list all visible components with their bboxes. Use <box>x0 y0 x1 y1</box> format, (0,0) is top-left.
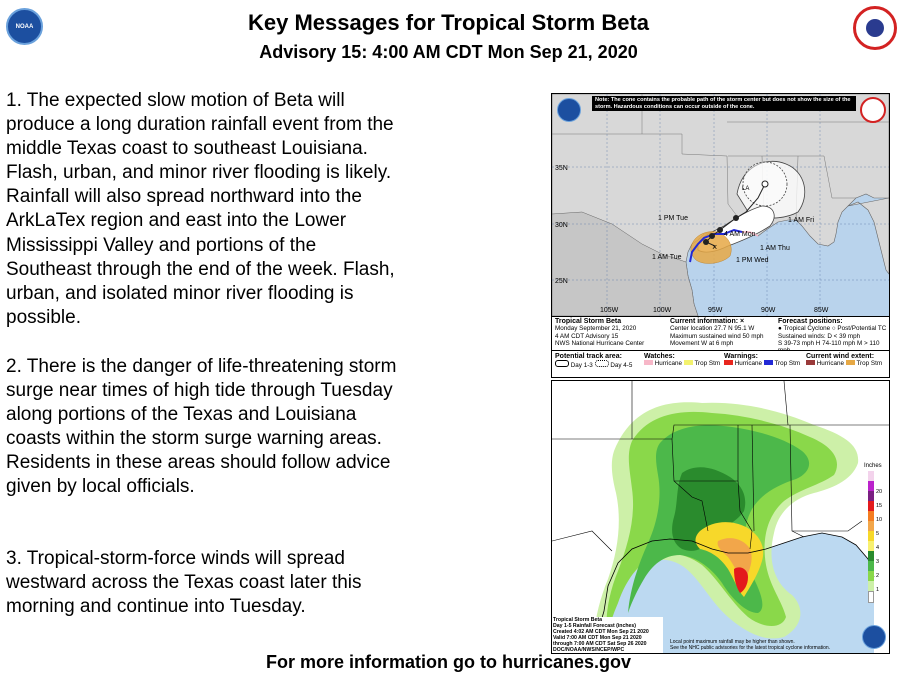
rain-legend <box>864 463 888 602</box>
key-message-1: 1. The expected slow motion of Beta will produce a long duration rainfall event from the middle Texas coast to southeast Louisiana. Flash, urban, and minor river flooding is likely. Rainfall will also spread northward into the ArkLaTex region and east into the Lower Mississippi Valley and portions of the Southeast through the end of the week. Flash, urban, and isolated minor river flooding is possible. <box>6 90 395 328</box>
legend-warnings-title: Warnings: <box>724 353 758 360</box>
legend-watch-hurricane: Hurricane <box>654 360 683 368</box>
track-label-1pm-tue: 1 PM Tue <box>658 215 688 222</box>
info-forecast-title: Forecast positions: <box>778 318 843 325</box>
info-max-wind: Maximum sustained wind 50 mph <box>670 332 764 340</box>
cone-map <box>552 94 889 316</box>
current-position-marker: × <box>712 242 718 252</box>
info-date: Monday September 21, 2020 <box>555 325 637 333</box>
cone-info-box <box>552 316 889 351</box>
rain-legend-title: Inches <box>864 463 882 469</box>
info-storm-name: Tropical Storm Beta <box>555 318 622 325</box>
legend-day45: Day 4-5 <box>610 362 633 370</box>
track-label-1am-tue: 1 AM Tue <box>652 254 682 261</box>
rain-tick-4: 4 <box>876 545 880 551</box>
rain-notes <box>670 639 860 651</box>
legend-wind-ts: Trop Stm <box>856 360 883 368</box>
state-label-la: LA <box>742 186 750 192</box>
info-current-title: Current information: × <box>670 318 745 325</box>
noaa-logo-text: NOAA <box>15 23 34 30</box>
key-message-2: 2. There is the danger of life-threatening storm surge near times of high tide through Tuesday along portions of the Texas and Louisiana coasts within the storm surge warning areas. Residents in these areas should follow advice given by local officials. <box>6 356 397 498</box>
lat-label-25n: 25N <box>555 278 568 285</box>
advisory-subtitle: Advisory 15: 4:00 AM CDT Mon Sep 21, 2020 <box>259 42 638 62</box>
page-title: Key Messages for Tropical Storm Beta <box>247 10 650 35</box>
key-message-3: 3. Tropical-storm-force winds will spread westward across the Texas coast later this morning and continue into Tuesday. <box>6 548 362 618</box>
legend-watches-title: Watches: <box>644 353 675 360</box>
noaa-rain-logo-icon <box>862 625 886 649</box>
rainfall-map-panel <box>551 380 890 654</box>
rain-caption-line1: Tropical Storm Beta <box>553 617 603 623</box>
info-advisory: 4 AM CDT Advisory 15 <box>555 332 619 340</box>
track-label-1am-fri: 1 AM Fri <box>788 217 815 224</box>
lon-label-90w: 90W <box>761 307 776 314</box>
info-sustained-sh: S 39-73 mph H 74-110 mph M > 110 <box>778 339 880 347</box>
legend-day13: Day 1-3 <box>570 362 593 370</box>
rain-caption-line6: DOC/NOAA/NWS/NCEP/WPC <box>553 647 625 653</box>
info-location: Center location 27.7 N 95.1 W <box>670 325 755 333</box>
rain-note-1: Local point maximum rainfall may be higher than shown. <box>670 639 795 645</box>
legend-wind-hurricane: Hurricane <box>816 360 845 368</box>
rain-caption-line5: through 7:00 AM CDT Sat Sep 26 2020 <box>553 641 647 647</box>
legend-warning-ts: Trop Stm <box>774 360 801 368</box>
lon-label-100w: 100W <box>653 307 672 314</box>
info-sustained-label: Sustained winds: <box>778 332 826 340</box>
cone-legend <box>552 350 889 378</box>
rain-tick-2: 2 <box>876 573 880 579</box>
legend-warning-hurricane: Hurricane <box>734 360 763 368</box>
rain-caption-line2: Day 1-5 Rainfall Forecast (inches) <box>553 623 637 629</box>
info-sustained-d: D < 39 mph <box>827 332 861 340</box>
lon-label-105w: 105W <box>600 307 619 314</box>
rain-tick-20: 20 <box>876 489 883 495</box>
lon-label-85w: 85W <box>814 307 829 314</box>
noaa-map-logo-icon <box>557 98 581 122</box>
cone-map-panel <box>551 93 890 378</box>
rain-legend-bar <box>868 471 874 603</box>
rain-tick-1: 1 <box>876 587 880 593</box>
lat-label-35n: 35N <box>555 165 568 172</box>
legend-watch-ts: Trop Stm <box>694 360 721 368</box>
info-forecast-symbols: ● Tropical Cyclone ○ Post/Potential TC <box>778 325 887 333</box>
lat-label-30n: 30N <box>555 222 568 229</box>
rain-caption <box>553 617 663 653</box>
rain-caption-line4: Valid 7:00 AM CDT Mon Sep 21 2020 <box>553 635 642 641</box>
info-center: NWS National Hurricane Center <box>555 339 645 347</box>
legend-wind-title: Current wind extent: <box>806 353 875 360</box>
rainfall-map <box>552 381 889 653</box>
cone-note: Note: The cone contains the probable path of the storm center but does not show the size of the storm. Hazardous conditions can occur outside of the cone. <box>592 96 856 111</box>
track-label-1pm-wed: 1 PM Wed <box>736 257 769 264</box>
rain-tick-10: 10 <box>876 517 883 523</box>
nws-map-logo-icon <box>860 97 886 123</box>
track-label-1am-thu: 1 AM Thu <box>760 245 790 252</box>
info-movement: Movement W at 6 mph <box>670 339 734 347</box>
rain-tick-15: 15 <box>876 503 883 509</box>
rain-tick-3: 3 <box>876 559 880 565</box>
lon-label-95w: 95W <box>708 307 723 314</box>
rain-note-2: See the NHC public advisories for the latest tropical cyclone information. <box>670 645 831 651</box>
rain-caption-line3: Created 4:02 AM CDT Mon Sep 21 2020 <box>553 629 649 635</box>
footer-link-text: For more information go to hurricanes.gov <box>265 652 632 672</box>
track-label-4am-mon: 4 AM Mon <box>724 231 756 238</box>
rain-tick-5: 5 <box>876 531 880 537</box>
legend-track-area-title: Potential track area: <box>555 353 622 360</box>
